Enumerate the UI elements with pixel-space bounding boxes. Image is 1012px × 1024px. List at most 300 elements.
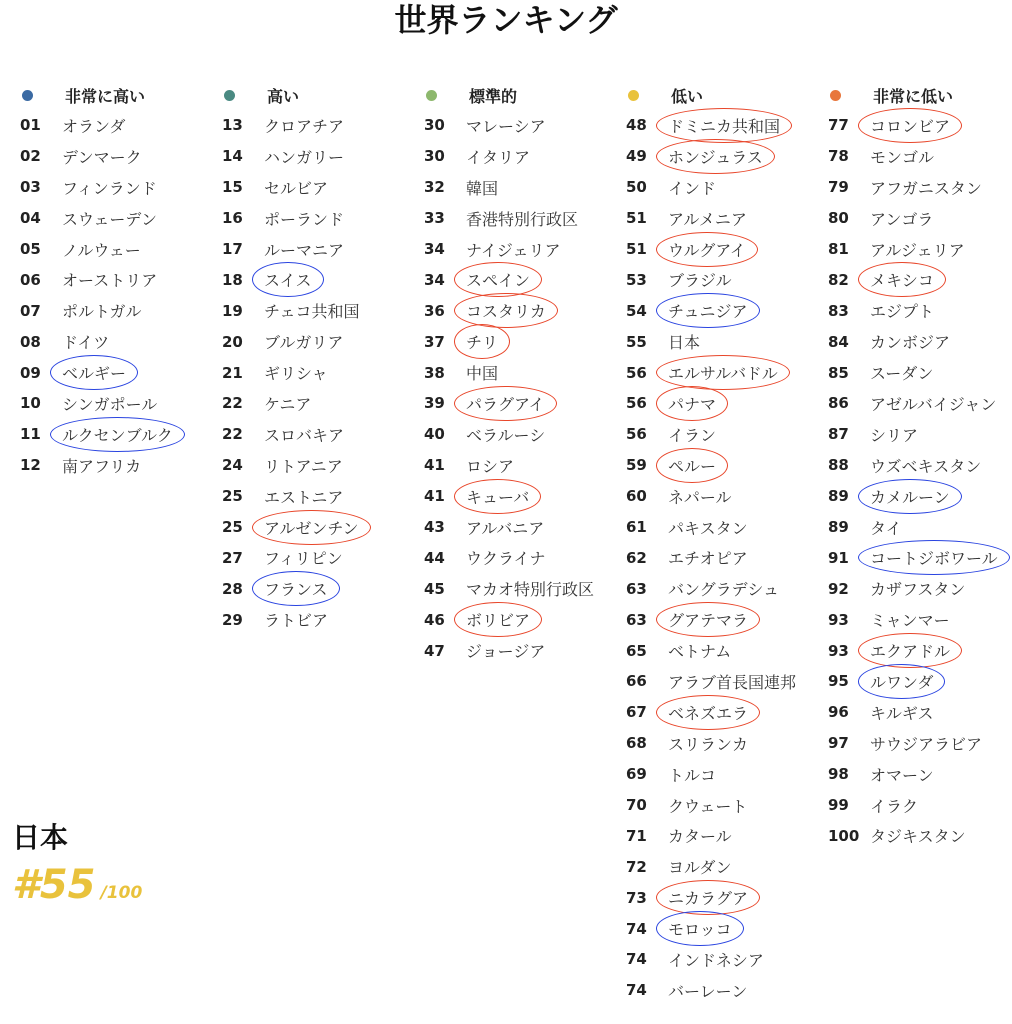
column-header-label: 高い bbox=[267, 86, 300, 106]
ranking-row bbox=[626, 635, 796, 666]
country-name: フィリピン bbox=[264, 549, 343, 569]
country-name: インド bbox=[668, 178, 717, 198]
rank-number: 46 bbox=[424, 610, 445, 629]
country-name: マカオ特別行政区 bbox=[466, 580, 595, 600]
country-name: アルメニア bbox=[668, 209, 747, 229]
country-name: チリ bbox=[466, 330, 498, 353]
ranking-row bbox=[828, 141, 998, 172]
rank-number: 29 bbox=[222, 610, 243, 629]
country-name: バーレーン bbox=[668, 981, 748, 1001]
ranking-row bbox=[424, 264, 594, 295]
country-name: シリア bbox=[870, 425, 919, 445]
country-name: タジキスタン bbox=[870, 827, 966, 847]
rank-number: 48 bbox=[626, 116, 647, 135]
rank-number: 95 bbox=[828, 672, 849, 691]
ranking-row bbox=[626, 728, 796, 759]
ranking-row bbox=[424, 573, 594, 604]
rank-number: 70 bbox=[626, 796, 647, 815]
country-name: スリランカ bbox=[668, 734, 749, 754]
rank-number: 17 bbox=[222, 240, 243, 258]
country-name: ナイジェリア bbox=[466, 240, 561, 260]
country-name: インドネシア bbox=[668, 950, 764, 970]
country-name: アラブ首長国連邦 bbox=[668, 672, 797, 692]
ranking-row bbox=[828, 542, 998, 573]
ranking-row bbox=[424, 481, 594, 512]
rank-number: 41 bbox=[424, 487, 445, 506]
country-name: ドイツ bbox=[62, 333, 110, 353]
ranking-row bbox=[20, 388, 173, 419]
rank-number: 18 bbox=[222, 270, 243, 289]
country-name: モンゴル bbox=[870, 147, 935, 167]
rank-number: 99 bbox=[828, 796, 849, 815]
country-name: 南アフリカ bbox=[62, 456, 142, 476]
ranking-row bbox=[424, 388, 594, 419]
country-name: キューバ bbox=[466, 485, 529, 508]
rank-number: 01 bbox=[20, 116, 41, 135]
rank-number: 16 bbox=[222, 209, 243, 228]
ranking-row bbox=[828, 666, 998, 697]
rank-number: 55 bbox=[626, 332, 647, 351]
ranking-row bbox=[20, 295, 173, 326]
country-name: フランス bbox=[264, 577, 328, 600]
country-name: パキスタン bbox=[668, 518, 748, 538]
rank-number: 54 bbox=[626, 301, 647, 320]
rank-number: 85 bbox=[828, 363, 849, 382]
ranking-row bbox=[20, 326, 173, 357]
ranking-row bbox=[424, 419, 594, 450]
country-name: リトアニア bbox=[264, 456, 343, 476]
rank-number: 93 bbox=[828, 610, 849, 629]
ranking-row bbox=[424, 234, 594, 265]
ranking-row bbox=[424, 172, 594, 203]
rank-number: 25 bbox=[222, 518, 243, 537]
country-name: エクアドル bbox=[870, 639, 950, 662]
column-header bbox=[424, 80, 594, 110]
ranking-row bbox=[828, 512, 998, 543]
ranking-row bbox=[20, 264, 173, 295]
category-dot-icon bbox=[22, 90, 33, 101]
ranking-row bbox=[222, 512, 360, 543]
rank-number: 53 bbox=[626, 270, 647, 289]
ranking-column bbox=[626, 80, 796, 1006]
country-name: アゼルバイジャン bbox=[870, 394, 997, 414]
ranking-row bbox=[828, 820, 998, 851]
rank-number: 89 bbox=[828, 518, 849, 537]
ranking-row bbox=[20, 203, 173, 234]
rank-number: 66 bbox=[626, 672, 647, 691]
ranking-row bbox=[424, 635, 594, 666]
ranking-row bbox=[222, 234, 360, 265]
country-name: タイ bbox=[870, 518, 902, 538]
rank-number: 28 bbox=[222, 579, 243, 598]
country-name: ベルギー bbox=[62, 361, 126, 384]
rank-number: 34 bbox=[424, 240, 445, 258]
country-name: デンマーク bbox=[62, 147, 142, 167]
country-name: コスタリカ bbox=[466, 299, 546, 322]
ranking-row bbox=[828, 234, 998, 265]
ranking-row bbox=[20, 141, 173, 172]
column-header bbox=[626, 80, 796, 110]
ranking-row bbox=[222, 203, 360, 234]
ranking-row bbox=[828, 110, 998, 141]
country-name: エルサルバドル bbox=[668, 361, 778, 384]
ranking-row bbox=[828, 264, 998, 295]
country-name: トルコ bbox=[668, 765, 717, 785]
ranking-row bbox=[626, 295, 796, 326]
ranking-row bbox=[20, 419, 173, 450]
ranking-row bbox=[222, 419, 360, 450]
rank-number: 68 bbox=[626, 734, 647, 753]
rank-number: 09 bbox=[20, 363, 41, 382]
country-name: カメルーン bbox=[870, 485, 950, 508]
rank-number: 14 bbox=[222, 147, 243, 166]
rank-number: 62 bbox=[626, 548, 647, 567]
rank-number: 24 bbox=[222, 456, 243, 475]
rank-number: 78 bbox=[828, 147, 849, 166]
rank-number: 10 bbox=[20, 394, 41, 413]
column-header bbox=[222, 80, 360, 110]
ranking-row bbox=[626, 697, 796, 728]
country-name: スペイン bbox=[466, 268, 530, 291]
rank-number: 51 bbox=[626, 240, 647, 258]
category-dot-icon bbox=[426, 90, 437, 101]
rank-number: 38 bbox=[424, 363, 445, 382]
ranking-row bbox=[828, 790, 998, 821]
rank-number: 43 bbox=[424, 518, 445, 537]
rank-number: 25 bbox=[222, 487, 243, 506]
ranking-row bbox=[626, 851, 796, 882]
country-name: アルゼンチン bbox=[264, 516, 359, 539]
ranking-row bbox=[626, 481, 796, 512]
rank-number: 74 bbox=[626, 950, 647, 969]
ranking-row bbox=[828, 697, 998, 728]
rank-number: 71 bbox=[626, 826, 647, 845]
ranking-row bbox=[222, 450, 360, 481]
ranking-row bbox=[222, 604, 360, 635]
rank-number: 15 bbox=[222, 178, 243, 197]
rank-number: 02 bbox=[20, 147, 41, 166]
ranking-row bbox=[222, 481, 360, 512]
ranking-row bbox=[828, 573, 998, 604]
country-name: 中国 bbox=[466, 364, 499, 384]
ranking-row bbox=[222, 573, 360, 604]
rank-number: 08 bbox=[20, 332, 41, 351]
rank-number: 27 bbox=[222, 548, 243, 567]
rank-number: 05 bbox=[20, 240, 41, 258]
rank-number: 47 bbox=[424, 641, 445, 660]
country-name: セルビア bbox=[264, 178, 329, 198]
rank-number: 79 bbox=[828, 178, 849, 197]
rank-number: 19 bbox=[222, 301, 243, 320]
rank-number: 39 bbox=[424, 394, 445, 413]
country-name: 韓国 bbox=[466, 178, 499, 198]
rank-number: 84 bbox=[828, 332, 849, 351]
country-name: ベネズエラ bbox=[668, 701, 748, 724]
rank-number: 40 bbox=[424, 425, 445, 444]
country-name: カタール bbox=[668, 827, 732, 847]
ranking-row bbox=[222, 110, 360, 141]
country-name: メキシコ bbox=[870, 268, 934, 291]
ranking-column bbox=[424, 80, 594, 666]
ranking-row bbox=[828, 728, 998, 759]
ranking-row bbox=[828, 172, 998, 203]
rank-number: 04 bbox=[20, 209, 41, 228]
ranking-row bbox=[222, 357, 360, 388]
ranking-row bbox=[424, 357, 594, 388]
country-name: ラトビア bbox=[264, 611, 329, 631]
country-name: オーストリア bbox=[62, 271, 158, 291]
country-name: パナマ bbox=[668, 392, 716, 415]
country-name: カザフスタン bbox=[870, 580, 966, 600]
country-name: ウズベキスタン bbox=[870, 456, 982, 476]
rank-number: 69 bbox=[626, 765, 647, 784]
country-name: ルクセンブルク bbox=[62, 423, 173, 446]
rank-number: 32 bbox=[424, 178, 445, 197]
rank-number: 100 bbox=[828, 826, 860, 845]
country-name: ベラルーシ bbox=[466, 425, 546, 445]
rank-number: 93 bbox=[828, 641, 849, 660]
ranking-row bbox=[626, 419, 796, 450]
rank-number: 56 bbox=[626, 425, 647, 444]
rank-number: 61 bbox=[626, 518, 647, 537]
country-name: マレーシア bbox=[466, 116, 546, 136]
country-name: アルバニア bbox=[466, 518, 545, 538]
ranking-row bbox=[222, 542, 360, 573]
country-name: スイス bbox=[264, 268, 312, 291]
ranking-row bbox=[828, 635, 998, 666]
rank-number: 92 bbox=[828, 579, 849, 598]
ranking-row bbox=[626, 234, 796, 265]
ranking-row bbox=[626, 450, 796, 481]
ranking-row bbox=[828, 481, 998, 512]
rank-number: 65 bbox=[626, 641, 647, 660]
country-name: アフガニスタン bbox=[870, 178, 982, 198]
rank-number: 20 bbox=[222, 332, 243, 351]
ranking-row bbox=[828, 295, 998, 326]
japan-summary bbox=[12, 818, 142, 908]
ranking-row bbox=[626, 666, 796, 697]
rank-number: 44 bbox=[424, 548, 445, 567]
country-name: オマーン bbox=[870, 765, 934, 785]
rank-number: 91 bbox=[828, 548, 849, 567]
ranking-row bbox=[626, 944, 796, 975]
rank-number: 50 bbox=[626, 178, 647, 197]
country-name: コロンビア bbox=[870, 114, 950, 137]
ranking-row bbox=[626, 820, 796, 851]
country-name: ノルウェー bbox=[62, 240, 141, 260]
ranking-row bbox=[20, 172, 173, 203]
rank-number: 72 bbox=[626, 857, 647, 876]
rank-number: 67 bbox=[626, 703, 647, 722]
ranking-row bbox=[626, 141, 796, 172]
ranking-row bbox=[424, 604, 594, 635]
category-dot-icon bbox=[224, 90, 235, 101]
country-name: ポルトガル bbox=[62, 302, 142, 322]
ranking-row bbox=[222, 141, 360, 172]
country-name: スウェーデン bbox=[62, 209, 158, 229]
rank-number: 83 bbox=[828, 301, 849, 320]
country-name: エストニア bbox=[264, 487, 344, 507]
country-name: ブラジル bbox=[668, 271, 732, 291]
country-name: ハンガリー bbox=[264, 147, 345, 167]
country-name: キルギス bbox=[870, 703, 934, 723]
country-name: ジョージア bbox=[466, 642, 546, 662]
country-name: チェコ共和国 bbox=[264, 302, 360, 322]
country-name: クウェート bbox=[668, 796, 748, 816]
ranking-row bbox=[828, 203, 998, 234]
country-name: ウルグアイ bbox=[668, 238, 746, 261]
rank-number: 81 bbox=[828, 240, 849, 258]
ranking-column bbox=[222, 80, 360, 635]
ranking-row bbox=[626, 975, 796, 1006]
rank-number: 06 bbox=[20, 270, 41, 289]
country-name: コートジボワール bbox=[870, 546, 998, 569]
country-name: ヨルダン bbox=[668, 858, 732, 878]
country-name: ブルガリア bbox=[264, 333, 344, 353]
rank-number: 82 bbox=[828, 270, 849, 289]
country-name: ケニア bbox=[264, 394, 312, 414]
ranking-row bbox=[626, 388, 796, 419]
country-name: ニカラグア bbox=[668, 886, 748, 909]
ranking-row bbox=[626, 573, 796, 604]
rank-number: 56 bbox=[626, 394, 647, 413]
ranking-row bbox=[626, 542, 796, 573]
country-name: モロッコ bbox=[668, 917, 732, 940]
ranking-row bbox=[222, 326, 360, 357]
rank-number: 36 bbox=[424, 301, 445, 320]
rank-number: 80 bbox=[828, 209, 849, 228]
rank-number: 03 bbox=[20, 178, 41, 197]
rank-number: 86 bbox=[828, 394, 849, 413]
rank-number: 56 bbox=[626, 363, 647, 382]
rank-number: 33 bbox=[424, 209, 445, 228]
country-name: 香港特別行政区 bbox=[466, 209, 579, 229]
ranking-row bbox=[20, 110, 173, 141]
country-name: クロアチア bbox=[264, 116, 345, 136]
country-name: ウクライナ bbox=[466, 549, 546, 569]
rank-number: 37 bbox=[424, 332, 445, 351]
ranking-row bbox=[626, 357, 796, 388]
rank-number: 59 bbox=[626, 456, 647, 475]
country-name: フィンランド bbox=[62, 178, 157, 198]
rank-number: 45 bbox=[424, 579, 445, 598]
ranking-row bbox=[424, 141, 594, 172]
ranking-row bbox=[20, 234, 173, 265]
ranking-row bbox=[222, 388, 360, 419]
ranking-row bbox=[626, 172, 796, 203]
country-name: アルジェリア bbox=[870, 240, 965, 260]
rank-number: 22 bbox=[222, 425, 243, 444]
rank-number: 63 bbox=[626, 610, 647, 629]
category-dot-icon bbox=[830, 90, 841, 101]
country-name: ルーマニア bbox=[264, 240, 345, 260]
rank-number: 97 bbox=[828, 734, 849, 753]
rank-number: 77 bbox=[828, 116, 849, 135]
summary-rank-line bbox=[12, 862, 142, 908]
column-header-label: 標準的 bbox=[469, 86, 518, 106]
ranking-row bbox=[626, 913, 796, 944]
rank-number: 13 bbox=[222, 116, 243, 135]
rank-number: 49 bbox=[626, 147, 647, 166]
country-name: チュニジア bbox=[668, 299, 748, 322]
country-name: エジプト bbox=[870, 302, 935, 322]
rank-number: 98 bbox=[828, 765, 849, 784]
ranking-row bbox=[222, 264, 360, 295]
country-name: パラグアイ bbox=[466, 392, 545, 415]
ranking-row bbox=[222, 295, 360, 326]
ranking-row bbox=[828, 419, 998, 450]
country-name: ルワンダ bbox=[870, 670, 933, 693]
ranking-row bbox=[626, 512, 796, 543]
ranking-row bbox=[626, 110, 796, 141]
summary-rank: #55 bbox=[12, 862, 96, 908]
rank-number: 34 bbox=[424, 270, 445, 289]
ranking-row bbox=[626, 326, 796, 357]
ranking-row bbox=[828, 604, 998, 635]
ranking-row bbox=[424, 512, 594, 543]
page-title: 世界ランキング bbox=[394, 1, 618, 39]
category-dot-icon bbox=[628, 90, 639, 101]
column-header bbox=[828, 80, 998, 110]
country-name: サウジアラビア bbox=[870, 734, 983, 754]
column-header-label: 非常に低い bbox=[873, 86, 954, 106]
country-name: スロバキア bbox=[264, 425, 345, 445]
country-name: シンガポール bbox=[62, 394, 158, 414]
rank-number: 30 bbox=[424, 116, 445, 135]
country-name: ミャンマー bbox=[870, 611, 950, 631]
country-name: イラン bbox=[668, 425, 717, 445]
country-name: オランダ bbox=[62, 116, 126, 136]
ranking-row bbox=[828, 388, 998, 419]
ranking-row bbox=[424, 110, 594, 141]
ranking-row bbox=[626, 790, 796, 821]
rank-number: 89 bbox=[828, 487, 849, 506]
ranking-row bbox=[626, 882, 796, 913]
column-header bbox=[20, 80, 173, 110]
ranking-row bbox=[828, 357, 998, 388]
country-name: ポーランド bbox=[264, 209, 345, 229]
ranking-row bbox=[828, 759, 998, 790]
country-name: ベトナム bbox=[668, 642, 732, 662]
ranking-row bbox=[20, 450, 173, 481]
rank-number: 74 bbox=[626, 981, 647, 1000]
rank-number: 11 bbox=[20, 425, 41, 444]
country-name: ホンジュラス bbox=[668, 145, 763, 168]
summary-total: /100 bbox=[100, 883, 143, 903]
ranking-row bbox=[424, 542, 594, 573]
ranking-row bbox=[626, 759, 796, 790]
column-header-label: 低い bbox=[671, 86, 704, 106]
ranking-row bbox=[424, 203, 594, 234]
ranking-row bbox=[828, 450, 998, 481]
ranking-row bbox=[424, 326, 594, 357]
country-name: ギリシャ bbox=[264, 364, 328, 384]
rank-number: 30 bbox=[424, 147, 445, 166]
column-header-label: 非常に高い bbox=[65, 86, 146, 106]
rank-number: 51 bbox=[626, 209, 647, 228]
country-name: スーダン bbox=[870, 364, 934, 384]
rank-number: 88 bbox=[828, 456, 849, 475]
country-name: ドミニカ共和国 bbox=[668, 114, 780, 137]
country-name: ネパール bbox=[668, 487, 732, 507]
country-name: ボリビア bbox=[466, 608, 530, 631]
country-name: グアテマラ bbox=[668, 608, 748, 631]
ranking-row bbox=[626, 264, 796, 295]
country-name: アンゴラ bbox=[870, 209, 934, 229]
country-name: イタリア bbox=[466, 147, 531, 167]
rank-number: 87 bbox=[828, 425, 849, 444]
rank-number: 41 bbox=[424, 456, 445, 475]
